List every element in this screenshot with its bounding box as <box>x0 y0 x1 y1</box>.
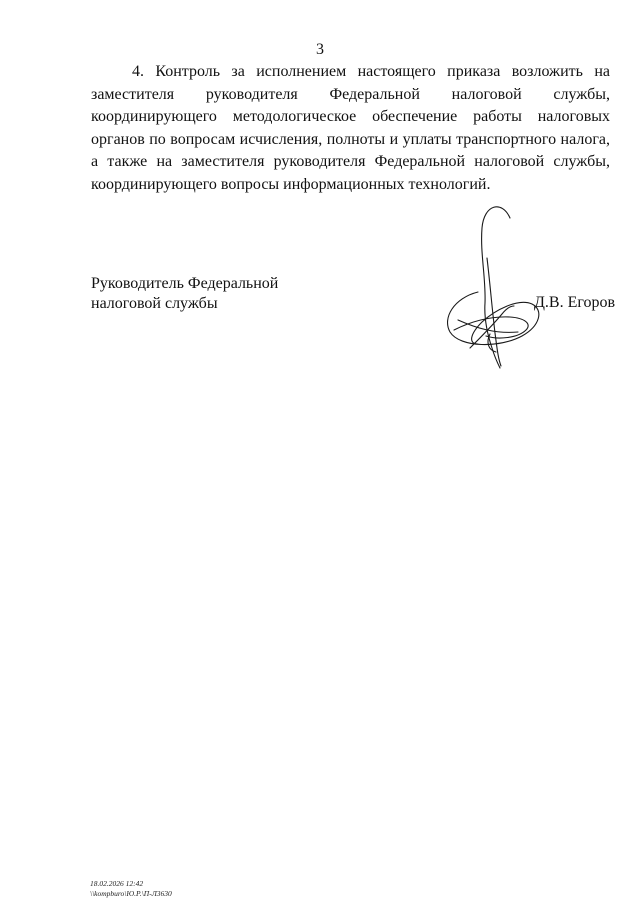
footer-timestamp: 18.02.2026 12:42 <box>90 879 144 888</box>
signer-position-line-1: Руководитель Федеральной <box>91 275 279 292</box>
handwritten-signature <box>440 198 545 370</box>
page-number: 3 <box>316 41 324 58</box>
footer-file-path: \\kompburo\Ю.Р.\П-Л3630 <box>90 889 172 898</box>
order-paragraph-4: 4. Контроль за исполнением настоящего приказа возложить на заместителя руководителя Федеральной налоговой службы, координирующего методологическое обеспечение работы налоговых органов по вопросам исчисления, полноты и уплаты транспортного налога, а также на заместителя руководителя Федеральной налоговой службы, координирующего вопросы информационных технологий. <box>91 63 610 193</box>
signer-position <box>91 274 278 314</box>
signer-position-line-2: налоговой службы <box>91 295 218 312</box>
signer-name: Д.В. Егоров <box>534 294 616 311</box>
document-footer <box>90 879 172 899</box>
